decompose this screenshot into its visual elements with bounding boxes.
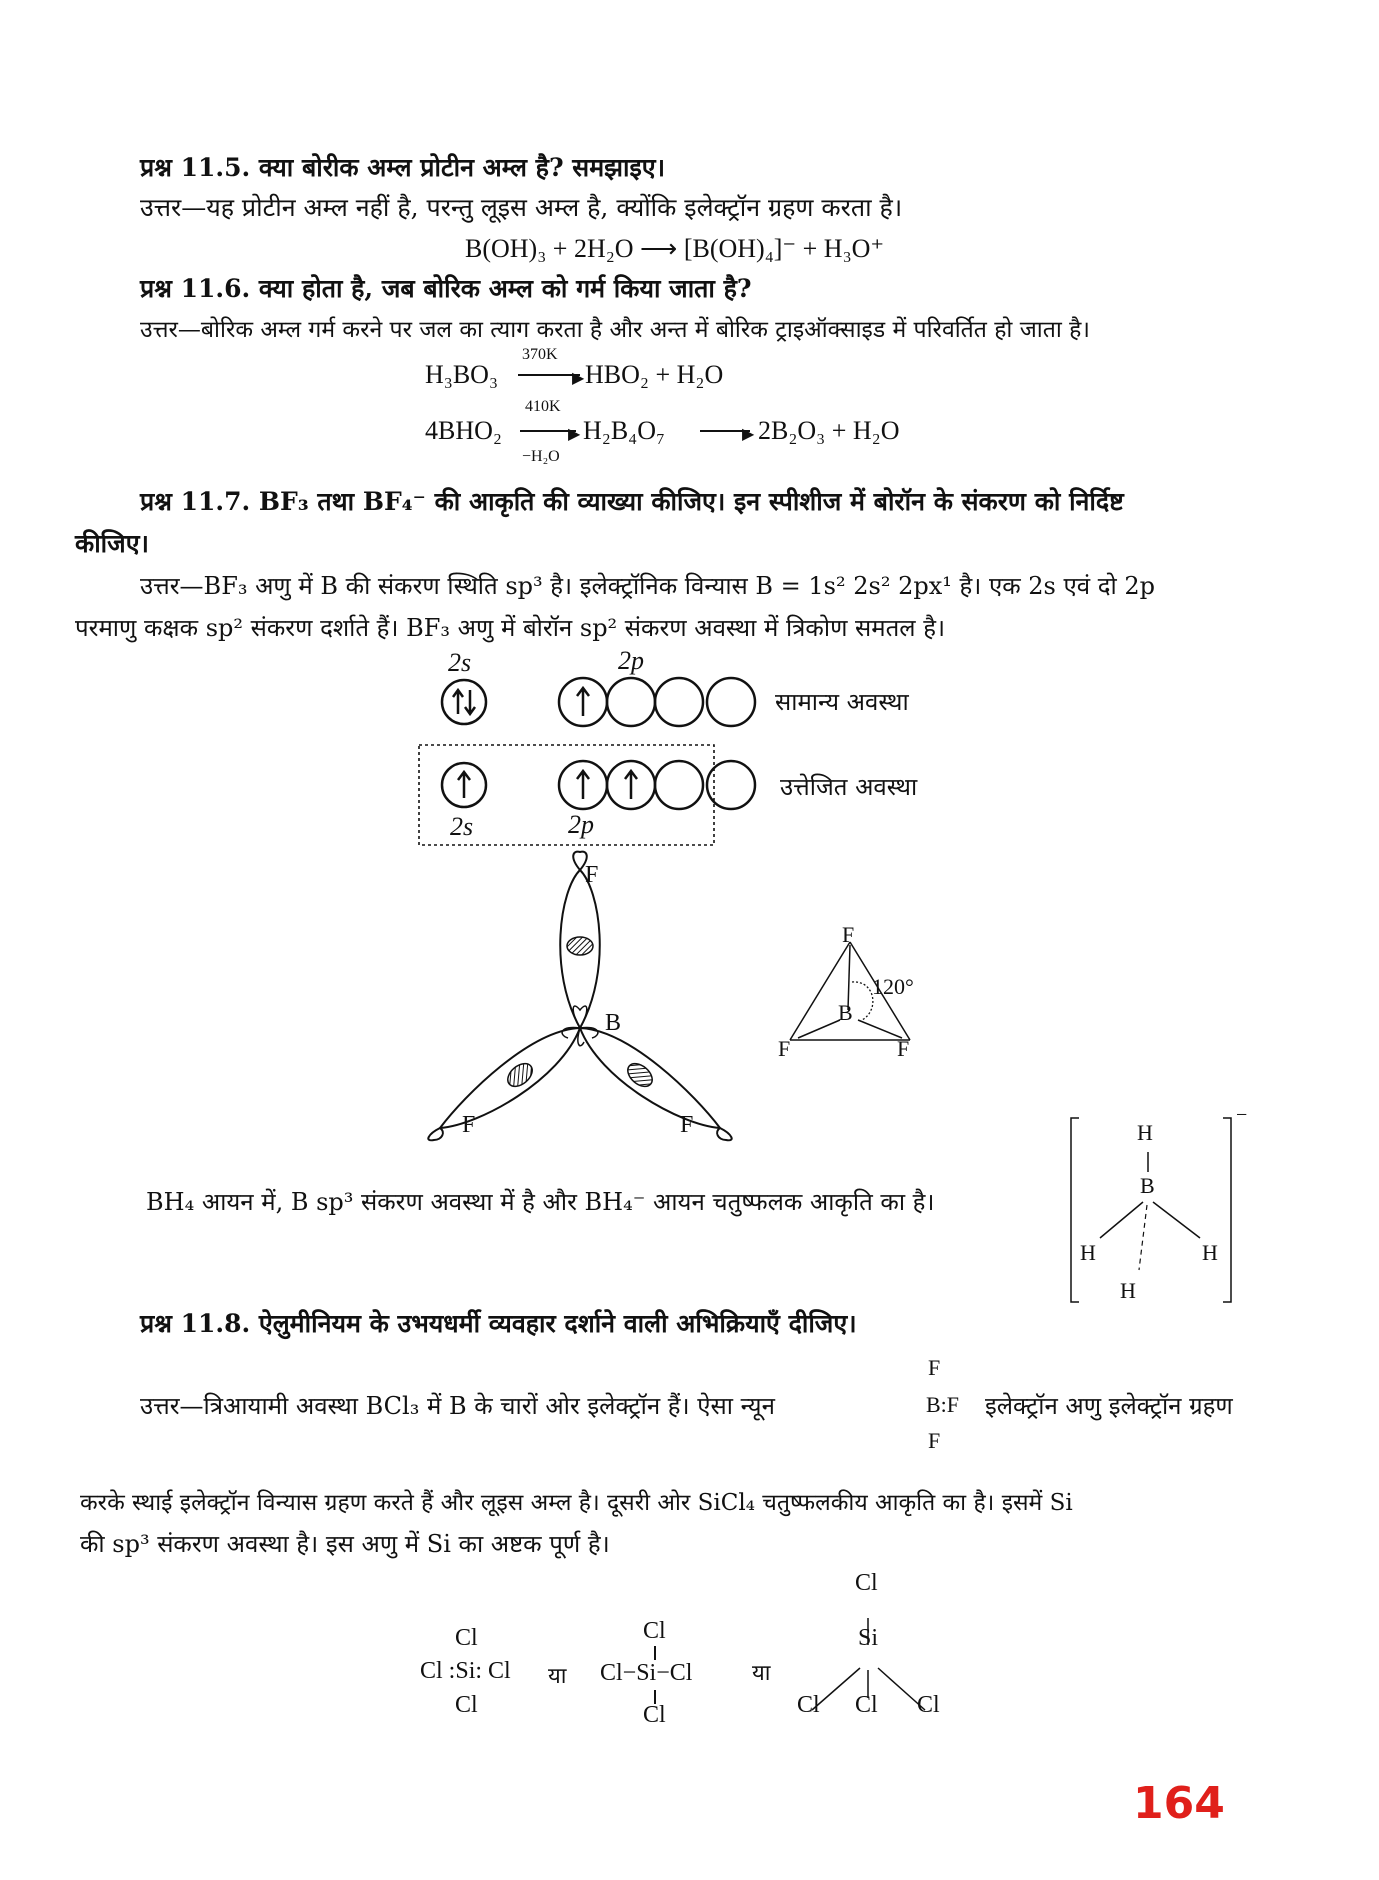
orbital-2py-ground xyxy=(607,678,655,726)
answer-11-8-line2: करके स्थाई इलेक्ट्रॉन विन्यास ग्रहण करते हैं और लूइस अम्ल है। दूसरी ओर SiCl₄ चतुष्फलकीय आकृति का है। इसमें Si xyxy=(80,1490,1073,1516)
bh4-text: BH₄ आयन में, B sp³ संकरण अवस्था में है और BH₄⁻ आयन चतुष्फलक आकृति का है। xyxy=(146,1188,935,1216)
right-bracket xyxy=(1223,1118,1231,1302)
page-number: 164 xyxy=(1133,1778,1225,1829)
question-11-7-line2: कीजिए। xyxy=(75,529,150,558)
sicl4-lewis-top: Cl xyxy=(455,1625,478,1651)
triangle-label-angle: 120° xyxy=(872,974,914,999)
excited-state-row xyxy=(442,761,755,809)
or-label-2: या xyxy=(752,1661,771,1686)
label-2s-top: 2s xyxy=(448,648,472,677)
eq2-condition-top: 410K xyxy=(525,398,561,415)
small-back-lobes xyxy=(562,1006,598,1046)
answer-11-7-line2: परमाणु कक्षक sp² संकरण दर्शाते हैं। BF₃ अणु में बोरॉन sp² संकरण अवस्था में त्रिकोण समतल है। xyxy=(75,614,946,642)
triangle-label-f-top: F xyxy=(842,922,855,947)
label-2p-top: 2p xyxy=(618,646,644,675)
eq2-arrowhead2: ▶ xyxy=(742,424,755,443)
eq2-left: 4BHO₂ xyxy=(425,416,502,445)
triangle-label-b: B xyxy=(838,1000,853,1025)
triangle-label-f-left: F xyxy=(778,1036,791,1061)
sicl4-tetra-top: Cl xyxy=(855,1570,878,1596)
orbital-2pz-excited xyxy=(655,761,703,809)
eq1-condition: 370K xyxy=(522,346,558,363)
label-2s-bottom: 2s xyxy=(450,812,474,841)
bf3-lobe-diagram xyxy=(420,850,740,1150)
lewis-f-top: F xyxy=(928,1355,941,1380)
answer-11-6: उत्तर—बोरिक अम्ल गर्म करने पर जल का त्याग करता है और अन्त में बोरिक ट्राइऑक्साइड में परिवर्तित हो जाता है। xyxy=(140,317,1091,343)
equation-boric-acid: B(OH)₃ + 2H₂O ⟶ [B(OH)₄]⁻ + H₃O⁺ xyxy=(465,234,885,263)
angle-arc xyxy=(852,982,873,1020)
question-11-5: प्रश्न 11.5. क्या बोरीक अम्ल प्रोटीन अम्ल है? समझाइए। xyxy=(140,153,666,182)
lewis-b-f: B:F xyxy=(926,1392,960,1417)
bond-line xyxy=(798,1020,840,1038)
orbital-2pz-ground xyxy=(655,678,703,726)
question-11-8: प्रश्न 11.8. ऐलुमीनियम के उभयधर्मी व्यवहार दर्शाने वाली अभिक्रियाएँ दीजिए। xyxy=(140,1309,857,1338)
orbital-2s-ground xyxy=(442,680,486,724)
ground-state-label: सामान्य अवस्था xyxy=(775,688,909,716)
answer-11-8-line3: की sp³ संकरण अवस्था है। इस अणु में Si का अष्टक पूर्ण है। xyxy=(80,1530,610,1558)
sicl4-dash-top: Cl xyxy=(643,1618,666,1644)
ground-state-row xyxy=(442,678,755,726)
excited-state-label: उत्तेजित अवस्था xyxy=(780,773,918,801)
up-arrow-icon xyxy=(577,771,589,799)
orbital-diagram xyxy=(400,640,1000,850)
question-11-7-line1: प्रश्न 11.7. BF₃ तथा BF₄⁻ की आकृति की व्याख्या कीजिए। इन स्पीशीज में बोरॉन के संकरण को निर्दिष्ट xyxy=(140,487,1124,516)
sicl4-lewis-mid: Cl :Si: Cl xyxy=(420,1658,511,1684)
bond-line xyxy=(1100,1202,1143,1238)
left-bracket xyxy=(1071,1118,1079,1302)
up-arrow-icon xyxy=(458,772,470,798)
bond-line-dashed xyxy=(1139,1205,1147,1270)
answer-11-8-line1-end: इलेक्ट्रॉन अणु इलेक्ट्रॉन ग्रहण xyxy=(985,1392,1233,1420)
bf3-label-f-top: F xyxy=(585,862,599,888)
eq2-right: 2B₂O₃ + H₂O xyxy=(758,416,900,445)
bh4-label-h-right: H xyxy=(1202,1240,1218,1265)
bond-line xyxy=(858,1020,902,1038)
bf3-label-f-right: F xyxy=(680,1112,694,1138)
sicl4-dash-mid: Cl−Si−Cl xyxy=(600,1660,693,1686)
bf3-triangle-diagram xyxy=(780,920,950,1060)
orbital-empty-excited xyxy=(707,761,755,809)
bh4-structure xyxy=(1065,1110,1245,1310)
sicl4-dash-bottom: Cl xyxy=(643,1702,666,1728)
up-arrow-icon xyxy=(577,688,589,716)
down-arrow-icon xyxy=(465,690,475,714)
eq2-mid: H₂B₄O₇ xyxy=(583,416,666,445)
bh4-label-h-bottom: H xyxy=(1120,1278,1136,1303)
sicl4-tetra-si: Si xyxy=(858,1625,879,1651)
eq1-right: HBO₂ + H₂O xyxy=(585,360,724,389)
or-label-1: या xyxy=(548,1664,567,1689)
bh4-label-h-left: H xyxy=(1080,1240,1096,1265)
answer-11-8-line1: उत्तर—त्रिआयामी अवस्था BCl₃ में B के चारों ओर इलेक्ट्रॉन हैं। ऐसा न्यून xyxy=(140,1392,775,1420)
answer-11-5: उत्तर—यह प्रोटीन अम्ल नहीं है, परन्तु लूइस अम्ल है, क्योंकि इलेक्ट्रॉन ग्रहण करता है। xyxy=(140,193,903,222)
eq2-condition-bottom: −H₂O xyxy=(522,448,560,465)
bh4-label-b: B xyxy=(1140,1173,1155,1198)
sicl4-tetra-right: Cl xyxy=(917,1692,940,1718)
eq2-arrowhead: ▶ xyxy=(568,424,581,443)
bf3-label-b: B xyxy=(605,1010,622,1036)
up-arrow-icon xyxy=(625,771,637,799)
eq1-arrow xyxy=(518,374,580,376)
eq1-arrowhead: ▶ xyxy=(572,368,585,387)
orbital-empty-ground xyxy=(707,678,755,726)
bh4-charge: − xyxy=(1236,1104,1248,1126)
up-arrow-icon xyxy=(453,690,463,714)
sicl4-tetra-mid: Cl xyxy=(855,1692,878,1718)
bond-line xyxy=(1153,1202,1200,1238)
triangle-label-f-right: F xyxy=(897,1036,910,1061)
lobe-left xyxy=(428,1028,580,1140)
lobe-right xyxy=(580,1028,732,1140)
answer-11-7-line1: उत्तर—BF₃ अणु में B की संकरण स्थिति sp³ है। इलेक्ट्रॉनिक विन्यास B = 1s² 2s² 2px¹ है। एक 2s एवं दो 2p xyxy=(140,572,1155,600)
eq1-left: H₃BO₃ xyxy=(425,360,499,389)
sicl4-lewis-bottom: Cl xyxy=(455,1692,478,1718)
bond-line xyxy=(654,1646,656,1660)
sicl4-tetra-left: Cl xyxy=(797,1692,820,1718)
bf3-label-f-left: F xyxy=(462,1112,476,1138)
question-11-6: प्रश्न 11.6. क्या होता है, जब बोरिक अम्ल को गर्म किया जाता है? xyxy=(140,274,752,303)
bh4-label-h-top: H xyxy=(1137,1120,1153,1145)
lewis-f-bottom: F xyxy=(928,1428,941,1453)
label-2p-bottom: 2p xyxy=(568,810,594,839)
